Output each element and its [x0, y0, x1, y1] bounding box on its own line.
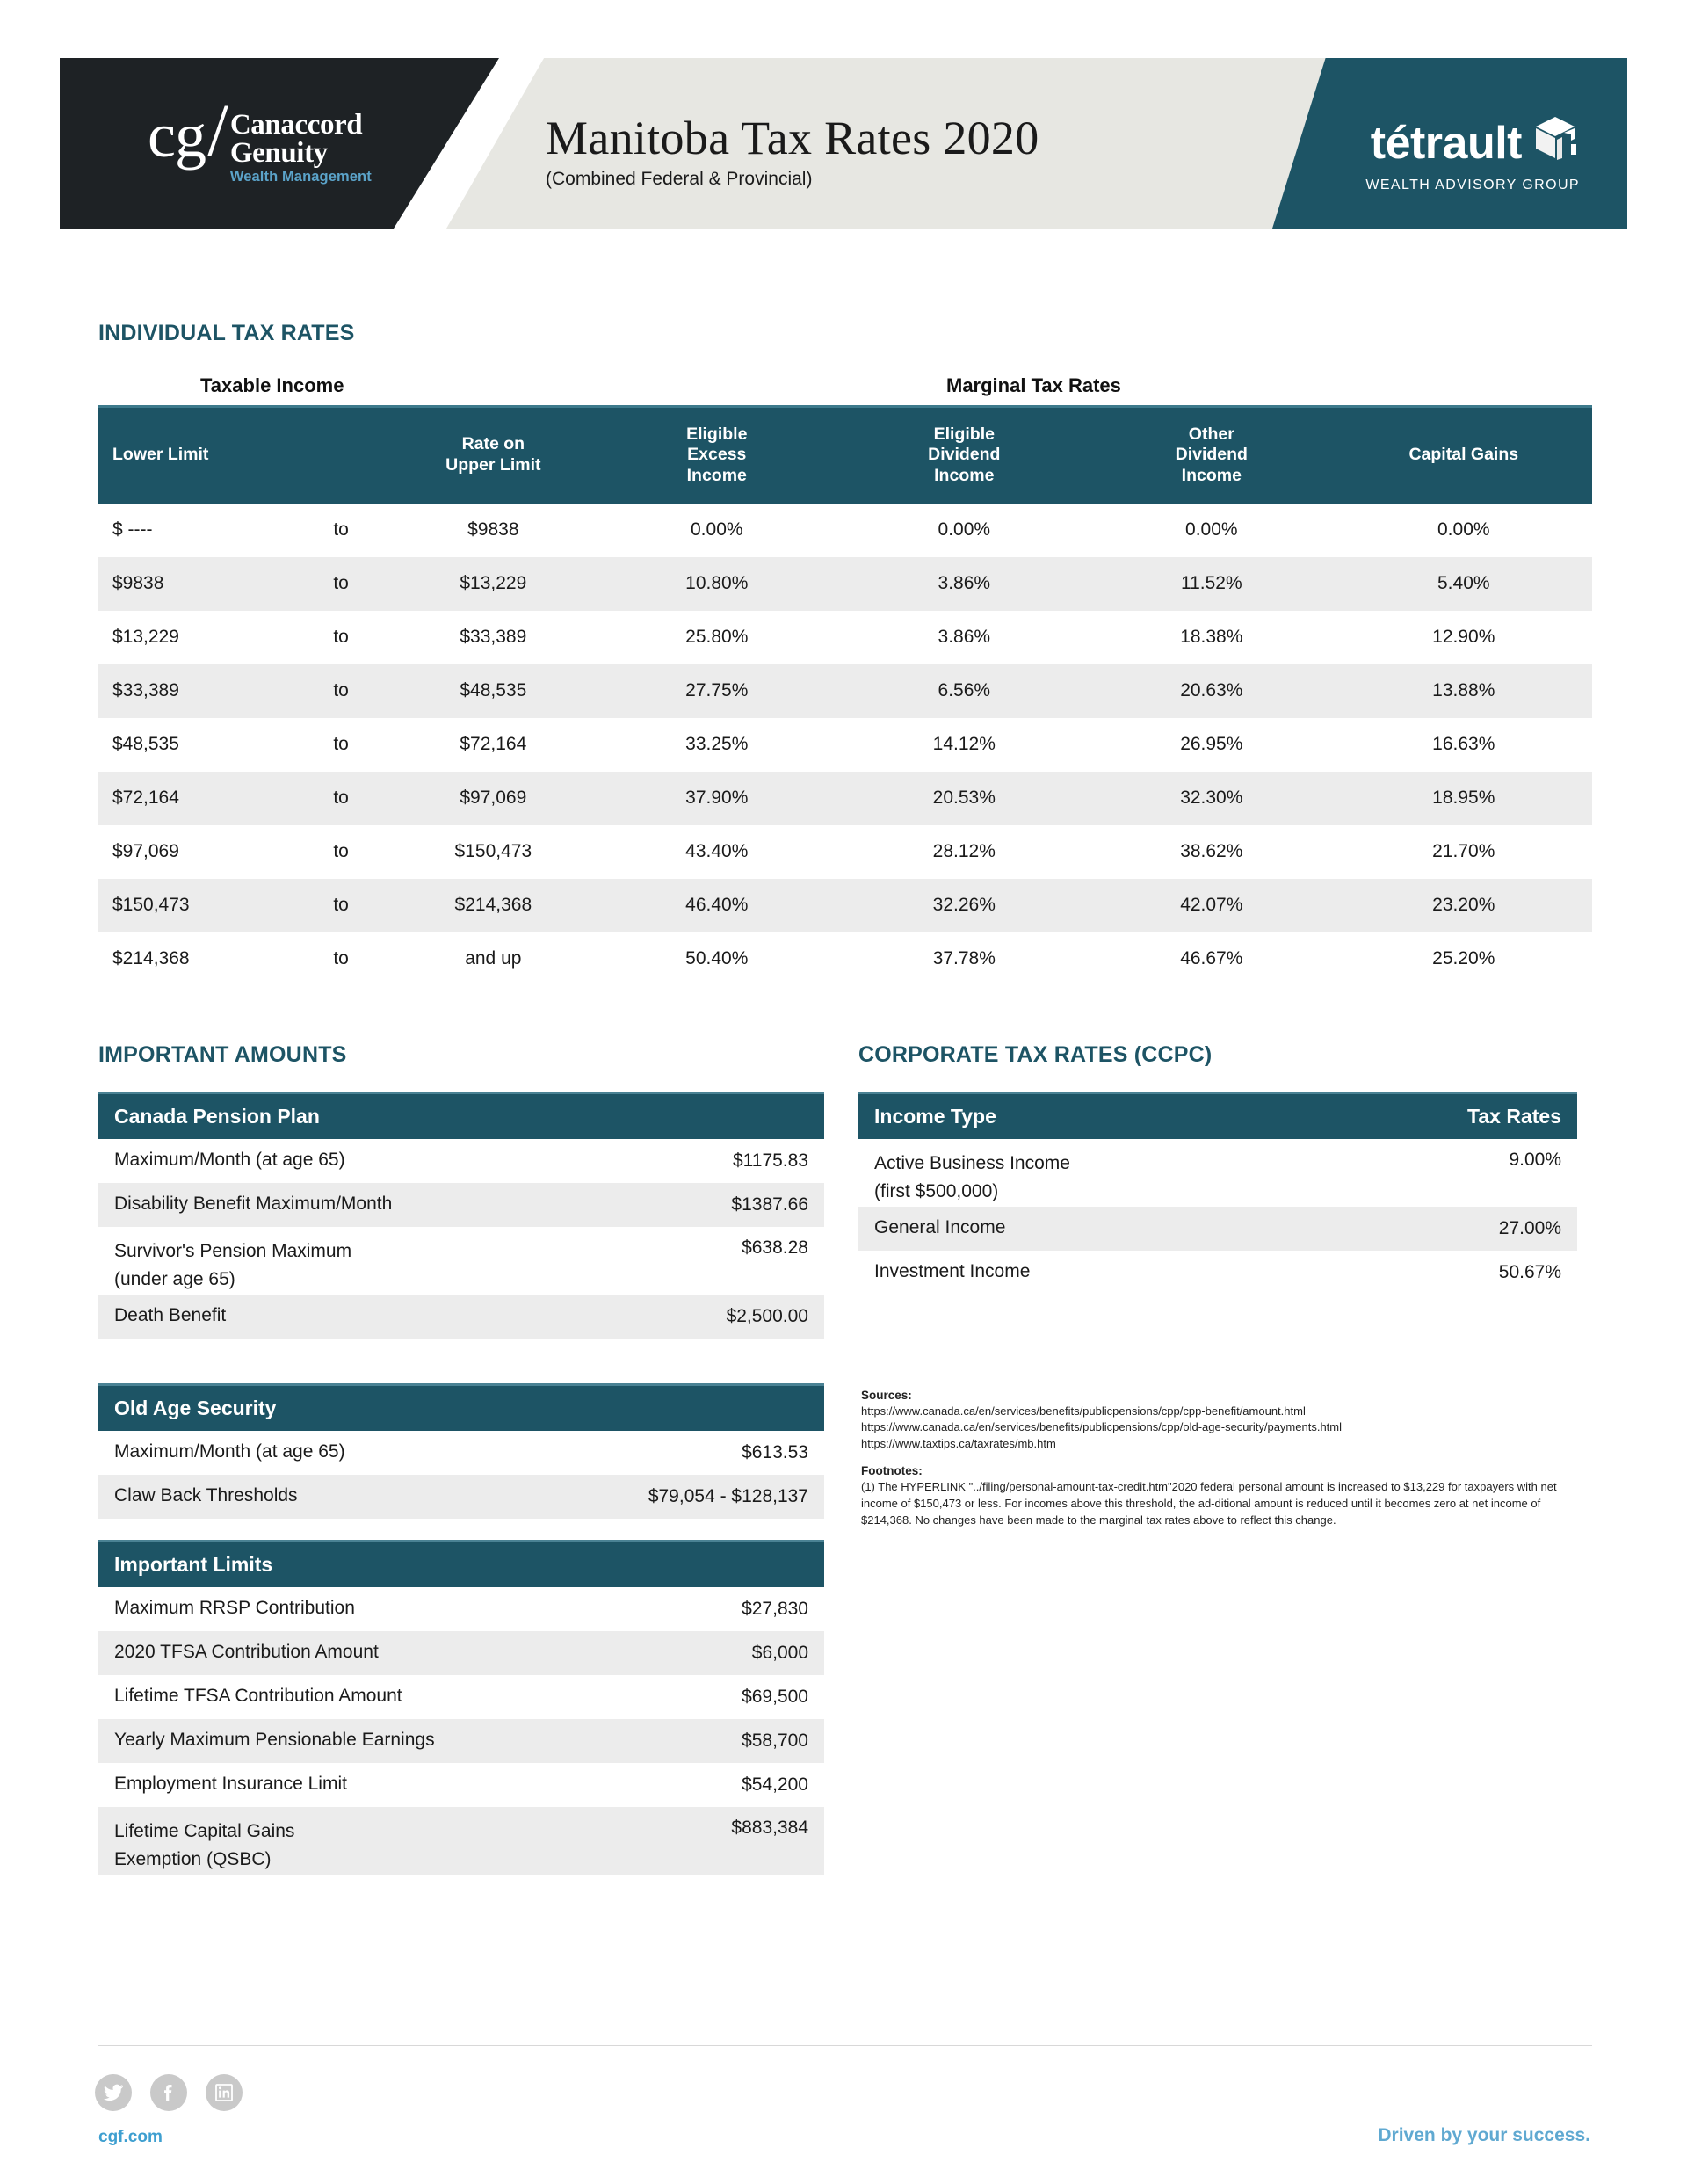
- cg-monogram: cg: [148, 100, 206, 171]
- table-row: [98, 1675, 824, 1719]
- corp-row-label: [858, 1139, 1309, 1207]
- cell-other_div: 42.07%: [1088, 879, 1336, 932]
- cell-cap_gains: 25.20%: [1432, 948, 1495, 969]
- document-header: [60, 58, 1627, 229]
- cell-cap_gains: 0.00%: [1437, 519, 1490, 540]
- cell-cap_gains: 18.95%: [1336, 772, 1592, 825]
- cell-lower: $48,535: [112, 734, 179, 754]
- important-limits-table: [98, 1540, 824, 1875]
- corp-row-value: 50.67%: [1498, 1261, 1561, 1282]
- col-eligdiv-line2: Dividend: [928, 445, 1001, 465]
- oas-heading-row: [98, 1385, 824, 1431]
- col-excess-line3: Income: [686, 466, 747, 486]
- twitter-icon[interactable]: [95, 2074, 132, 2111]
- corp-row-label: General Income: [858, 1207, 1309, 1251]
- table-row: [98, 718, 1592, 772]
- table-row: [98, 664, 1592, 718]
- table-row: [98, 557, 1592, 611]
- cpp-row-label: Maximum/Month (at age 65): [114, 1150, 345, 1171]
- cell-other_div: 46.67%: [1180, 948, 1243, 969]
- table-row: [858, 1251, 1577, 1295]
- cell-other_div: 0.00%: [1185, 519, 1238, 540]
- table-row: [98, 1807, 824, 1875]
- cell-other_div: 38.62%: [1180, 841, 1243, 861]
- cell-upper: $33,389: [460, 627, 527, 647]
- cell-lower: $214,368: [112, 948, 190, 969]
- corp-col-tax-rates: Tax Rates: [1309, 1093, 1577, 1139]
- col-rate-line1: Rate on: [461, 434, 525, 454]
- cell-elig_div: 6.56%: [841, 664, 1089, 718]
- limits-row-label: 2020 TFSA Contribution Amount: [98, 1631, 667, 1675]
- website-link[interactable]: cgf.com: [98, 2128, 163, 2146]
- cell-elig_div: 20.53%: [841, 772, 1089, 825]
- cell-upper: and up: [465, 948, 522, 969]
- sources-and-footnotes: [861, 1389, 1564, 1529]
- cpp-heading-row: [98, 1093, 824, 1139]
- col-to-spacer: [289, 407, 394, 504]
- corp-row-value: 27.00%: [1309, 1207, 1577, 1251]
- cell-elig_div: 3.86%: [841, 557, 1089, 611]
- cg-wordmark: [230, 111, 372, 185]
- section-title-individual-tax-rates: INDIVIDUAL TAX RATES: [98, 321, 355, 345]
- notes-spacer: [861, 1452, 1564, 1464]
- cell-elig_div: 14.12%: [932, 734, 996, 754]
- individual-tax-rates-table: [98, 405, 1592, 986]
- corp-heading-row: [858, 1093, 1577, 1139]
- cpp-row-label-line1: Survivor's Pension Maximum: [114, 1240, 352, 1261]
- cpp-table-body: [98, 1093, 824, 1339]
- col-lower-limit: [98, 407, 289, 504]
- oas-heading: Old Age Security: [98, 1385, 824, 1431]
- cell-cap_gains: 16.63%: [1432, 734, 1495, 754]
- limits-row-value: $58,700: [667, 1719, 824, 1763]
- tetrault-wordmark: tétrault: [1370, 117, 1522, 169]
- cell-excess: 46.40%: [593, 879, 841, 932]
- cpp-row-value: $1387.66: [642, 1183, 824, 1227]
- cell-excess: 37.90%: [593, 772, 841, 825]
- group-label-taxable-income: Taxable Income: [200, 374, 344, 396]
- cell-lower: $33,389: [98, 664, 289, 718]
- cell-excess: 0.00%: [691, 519, 743, 540]
- cpp-row-value: $638.28: [742, 1237, 808, 1258]
- cpp-row-label-line2: (under age 65): [114, 1269, 235, 1290]
- cell-to: to: [333, 519, 349, 540]
- col-excess-line2: Excess: [687, 445, 747, 465]
- limits-heading-row: [98, 1542, 824, 1587]
- cell-cap_gains: 5.40%: [1336, 557, 1592, 611]
- cell-elig_div: 28.12%: [932, 841, 996, 861]
- cell-upper: $150,473: [454, 841, 532, 861]
- footer-divider: [98, 2045, 1592, 2046]
- social-links: [95, 2074, 243, 2111]
- tetrault-logo-row: [1365, 114, 1580, 171]
- col-rate-line2: Upper Limit: [445, 455, 541, 475]
- limits-row-label: Lifetime TFSA Contribution Amount: [114, 1686, 402, 1707]
- limits-row-value: $883,384: [667, 1807, 824, 1875]
- corp-row-label-line1: Active Business Income: [874, 1152, 1070, 1173]
- table-row: [858, 1207, 1577, 1251]
- source-url[interactable]: https://www.taxtips.ca/taxrates/mb.htm: [861, 1436, 1056, 1450]
- cell-lower: $ ----: [112, 519, 153, 540]
- col-lower-limit-label: Lower Limit: [112, 445, 209, 465]
- cell-upper: $9838: [467, 519, 519, 540]
- cell-lower: $13,229: [112, 627, 179, 647]
- cube-icon: [1532, 114, 1580, 166]
- cell-cap_gains: 12.90%: [1432, 627, 1495, 647]
- col-eligdiv-line3: Income: [934, 466, 995, 486]
- cell-cap_gains: 13.88%: [1336, 664, 1592, 718]
- cell-cap_gains: 21.70%: [1432, 841, 1495, 861]
- cell-other_div: 32.30%: [1088, 772, 1336, 825]
- table-row: [98, 1183, 824, 1227]
- table-header-row: [98, 407, 1592, 504]
- col-otherdiv-line1: Other: [1188, 424, 1234, 444]
- cell-upper: $13,229: [394, 557, 593, 611]
- oas-row-value: $79,054 - $128,137: [522, 1475, 824, 1519]
- table-row: [98, 504, 1592, 557]
- cell-upper: $72,164: [460, 734, 527, 754]
- table-row: [98, 932, 1592, 986]
- section-title-important-amounts: IMPORTANT AMOUNTS: [98, 1042, 347, 1067]
- canada-pension-plan-table: [98, 1092, 824, 1339]
- cell-to: to: [289, 879, 394, 932]
- section-title-corporate-tax-rates: CORPORATE TAX RATES (CCPC): [858, 1042, 1213, 1067]
- cell-lower: $72,164: [98, 772, 289, 825]
- cpp-row-value: $1175.83: [732, 1150, 808, 1171]
- table-row: [98, 879, 1592, 932]
- table-row: [98, 1227, 824, 1295]
- table-row: [98, 1631, 824, 1675]
- cell-excess: 43.40%: [685, 841, 749, 861]
- cell-excess: 10.80%: [593, 557, 841, 611]
- limits-row-value: $69,500: [742, 1686, 808, 1707]
- corp-row-label-line2: (first $500,000): [874, 1181, 999, 1202]
- table-row: [98, 1587, 824, 1631]
- cell-other_div: 26.95%: [1180, 734, 1243, 754]
- col-rate-on-upper-limit: [394, 407, 593, 504]
- cg-name-line1: Canaccord: [229, 109, 363, 141]
- table-row: [98, 1431, 824, 1475]
- limits-row-label-line2: Exemption (QSBC): [114, 1849, 272, 1870]
- oas-table-body: [98, 1385, 824, 1519]
- cpp-row-label: Death Benefit: [98, 1295, 642, 1339]
- oas-row-label: Claw Back Thresholds: [98, 1475, 522, 1519]
- cpp-row-value: $2,500.00: [642, 1295, 824, 1339]
- col-otherdiv-line3: Income: [1181, 466, 1242, 486]
- group-label-marginal-tax-rates: Marginal Tax Rates: [946, 374, 1121, 396]
- footnote-text: (1) The HYPERLINK "../filing/personal-amount-tax-credit.htm"2020 federal personal amount is increased to $13,229 for taxpayers with net income of $150,473 or less. For incomes above this threshold, the ad-ditional amount is reduced until it becomes zero at net income of $214,368. No changes have been made to the marginal tax rates above to reflect this change.: [861, 1480, 1557, 1527]
- cg-tagline: Wealth Management: [229, 169, 372, 185]
- col-otherdiv-line2: Dividend: [1175, 445, 1248, 465]
- limits-row-label: Yearly Maximum Pensionable Earnings: [98, 1719, 667, 1763]
- corp-table-body: [858, 1093, 1577, 1295]
- table-row: [98, 611, 1592, 664]
- linkedin-icon[interactable]: [206, 2074, 243, 2111]
- cell-lower: $150,473: [98, 879, 289, 932]
- cell-to: to: [289, 772, 394, 825]
- cell-excess: 27.75%: [593, 664, 841, 718]
- cell-lower: $97,069: [112, 841, 179, 861]
- cell-lower: $9838: [98, 557, 289, 611]
- limits-row-label: Employment Insurance Limit: [114, 1774, 347, 1795]
- sources-heading: Sources:: [861, 1389, 912, 1402]
- col-other-dividend-income: [1088, 407, 1336, 504]
- cpp-heading: Canada Pension Plan: [98, 1093, 824, 1139]
- cg-name-line2: Genuity: [229, 137, 328, 169]
- table-row: [98, 1763, 824, 1807]
- cell-to: to: [289, 557, 394, 611]
- cg-slash-divider: /: [206, 88, 228, 172]
- cell-excess: 33.25%: [685, 734, 749, 754]
- limits-row-label: Maximum RRSP Contribution: [114, 1598, 355, 1619]
- table-row: [98, 1295, 824, 1339]
- table-row: [858, 1139, 1577, 1207]
- cell-to: to: [333, 627, 349, 647]
- facebook-icon[interactable]: [150, 2074, 187, 2111]
- corporate-tax-rates-table: [858, 1092, 1577, 1295]
- table-row: [98, 1139, 824, 1183]
- cell-upper: $48,535: [394, 664, 593, 718]
- tetrault-tagline: WEALTH ADVISORY GROUP: [1365, 178, 1580, 192]
- table-row: [98, 1475, 824, 1519]
- col-eligible-dividend-income: [841, 407, 1089, 504]
- page-subtitle: (Combined Federal & Provincial): [546, 169, 813, 190]
- cpp-row-label: [98, 1227, 642, 1295]
- cell-upper: $214,368: [394, 879, 593, 932]
- source-url[interactable]: https://www.canada.ca/en/services/benefits/publicpensions/cpp/cpp-benefit/amount.html: [861, 1404, 1306, 1418]
- cell-cap_gains: 23.20%: [1336, 879, 1592, 932]
- cell-to: to: [289, 664, 394, 718]
- table-head: [98, 407, 1592, 504]
- footnotes-heading: Footnotes:: [861, 1464, 923, 1478]
- col-capital-gains: [1336, 407, 1592, 504]
- corp-row-value: 9.00%: [1509, 1149, 1561, 1170]
- limits-table-body: [98, 1542, 824, 1875]
- limits-heading: Important Limits: [98, 1542, 824, 1587]
- oas-row-label: Maximum/Month (at age 65): [114, 1441, 345, 1462]
- cell-other_div: 20.63%: [1088, 664, 1336, 718]
- table-row: [98, 825, 1592, 879]
- col-eligdiv-line1: Eligible: [933, 424, 995, 444]
- col-excess-line1: Eligible: [686, 424, 748, 444]
- cell-elig_div: 0.00%: [938, 519, 991, 540]
- page-title: Manitoba Tax Rates 2020: [546, 112, 1039, 164]
- cell-excess: 25.80%: [685, 627, 749, 647]
- table-row: [98, 772, 1592, 825]
- tetrault-logo: [1365, 114, 1580, 193]
- limits-row-value: $27,830: [742, 1598, 808, 1619]
- col-capital-gains-label: Capital Gains: [1408, 445, 1519, 465]
- cell-other_div: 11.52%: [1088, 557, 1336, 611]
- cell-elig_div: 37.78%: [932, 948, 996, 969]
- table-row: [98, 1719, 824, 1763]
- cell-elig_div: 3.86%: [938, 627, 991, 647]
- col-eligible-excess-income: [593, 407, 841, 504]
- limits-row-value: $54,200: [742, 1774, 808, 1795]
- cell-other_div: 18.38%: [1180, 627, 1243, 647]
- cell-upper: $97,069: [394, 772, 593, 825]
- table-body: [98, 504, 1592, 986]
- source-url[interactable]: https://www.canada.ca/en/services/benefits/publicpensions/cpp/old-age-security/payments.html: [861, 1420, 1343, 1434]
- cell-to: to: [333, 948, 349, 969]
- limits-row-label-line1: Lifetime Capital Gains: [114, 1820, 295, 1841]
- old-age-security-table: [98, 1383, 824, 1519]
- corp-row-label: Investment Income: [874, 1261, 1031, 1282]
- cell-to: to: [333, 841, 349, 861]
- oas-row-value: $613.53: [742, 1441, 808, 1462]
- title-block: [546, 112, 1039, 190]
- corp-col-income-type: Income Type: [858, 1093, 1309, 1139]
- canaccord-genuity-logo: [148, 88, 372, 185]
- cell-elig_div: 32.26%: [841, 879, 1089, 932]
- footer-tagline: Driven by your success.: [1378, 2125, 1590, 2145]
- limits-row-value: $6,000: [667, 1631, 824, 1675]
- cell-excess: 50.40%: [685, 948, 749, 969]
- limits-row-label: [98, 1807, 667, 1875]
- cpp-row-label: Disability Benefit Maximum/Month: [98, 1183, 642, 1227]
- cell-to: to: [333, 734, 349, 754]
